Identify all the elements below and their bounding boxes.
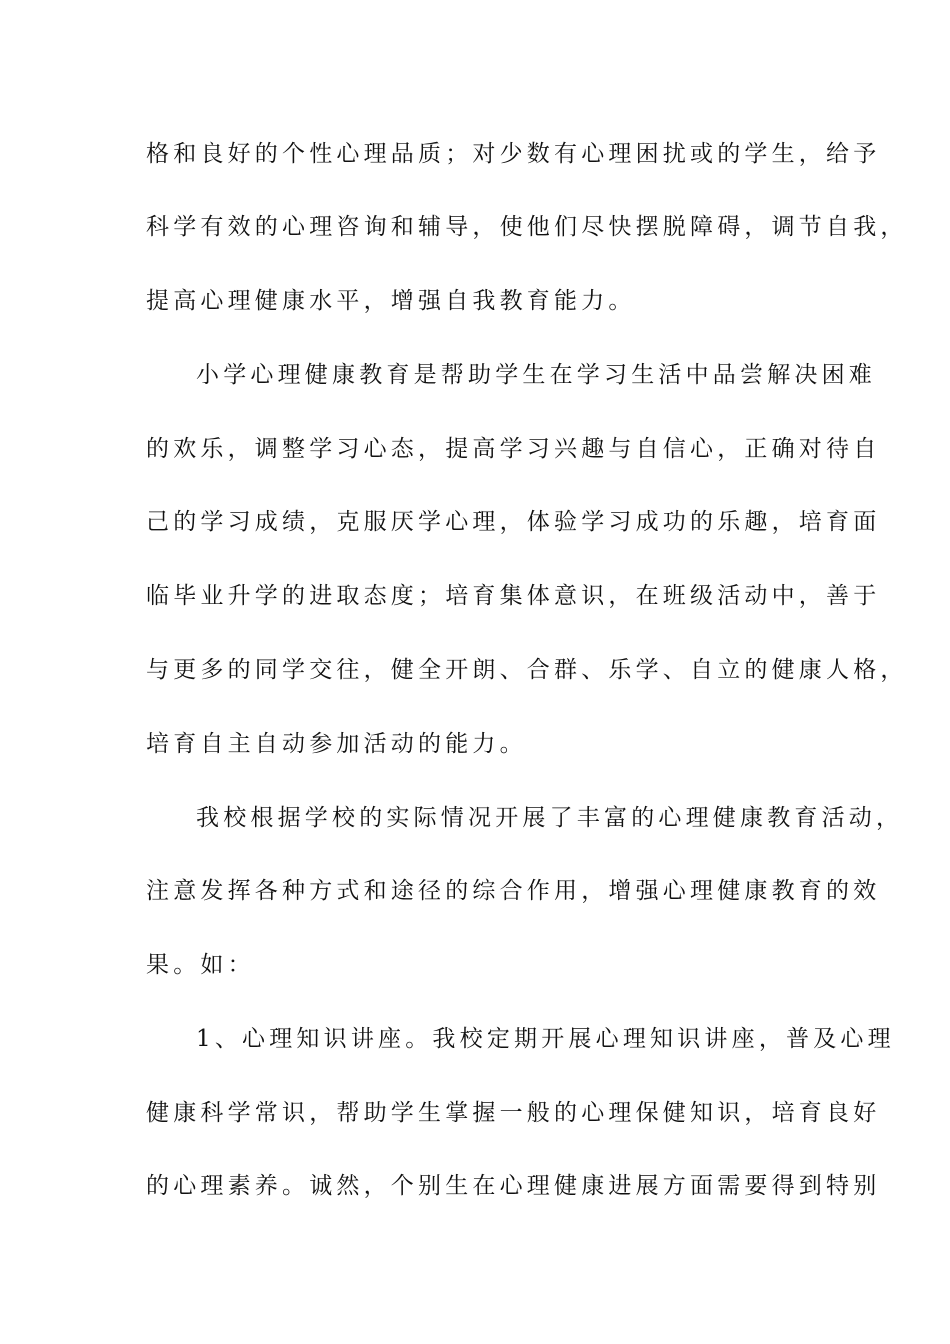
text-line: 与更多的同学交往，健全开朗、合群、乐学、自立的健康人格，: [146, 657, 908, 683]
text-line: 果。如：: [146, 952, 255, 978]
text-line: 的心理素养。诚然，个别生在心理健康进展方面需要得到特别: [146, 1173, 881, 1199]
text-line: 提高心理健康水平，增强自我教育能力。: [146, 288, 636, 314]
text-line: 格和良好的个性心理品质；对少数有心理困扰或的学生，给予: [146, 141, 881, 167]
paragraph-first-line: 小学心理健康教育是帮助学生在学习生活中品尝解决困难: [196, 362, 876, 388]
text-line: 己的学习成绩，克服厌学心理，体验学习成功的乐趣，培育面: [146, 509, 881, 535]
text-line: 的欢乐，调整学习心态，提高学习兴趣与自信心，正确对待自: [146, 436, 881, 462]
text-line: 健康科学常识，帮助学生掌握一般的心理保健知识，培育良好: [146, 1100, 881, 1126]
paragraph-first-line: 1、心理知识讲座。我校定期开展心理知识讲座，普及心理: [196, 1026, 895, 1052]
paragraph-first-line: 我校根据学校的实际情况开展了丰富的心理健康教育活动，: [196, 805, 904, 831]
text-line: 注意发挥各种方式和途径的综合作用，增强心理健康教育的效: [146, 878, 881, 904]
text-line: 科学有效的心理咨询和辅导，使他们尽快摆脱障碍，调节自我，: [146, 214, 908, 240]
text-line: 临毕业升学的进取态度；培育集体意识，在班级活动中，善于: [146, 583, 881, 609]
text-line: 培育自主自动参加活动的能力。: [146, 731, 527, 757]
